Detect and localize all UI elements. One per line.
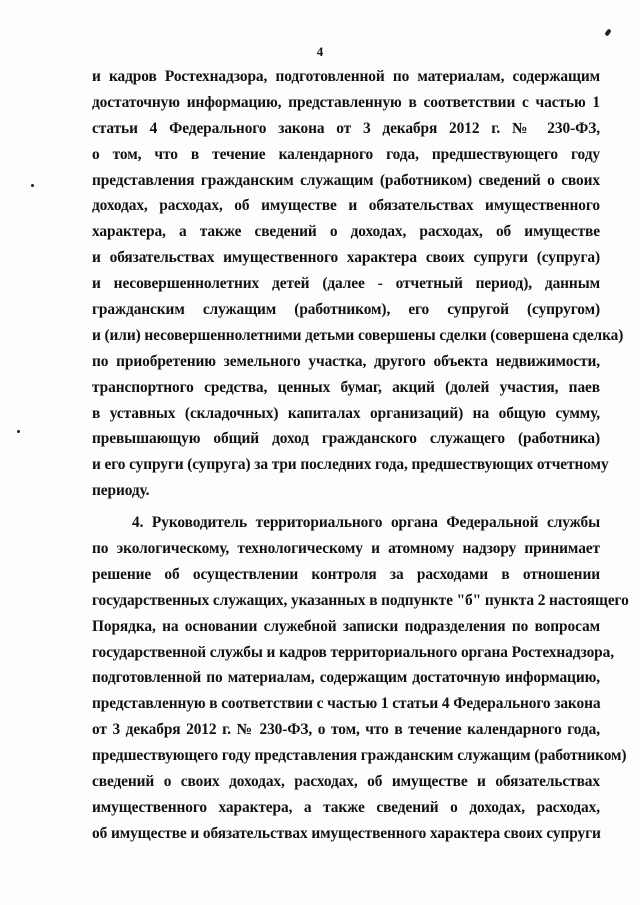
text-line: по приобретению земельного участка, другого объекта недвижимости,: [92, 352, 600, 370]
paragraph-continuation: [92, 64, 624, 504]
text-line: статьи 4 Федерального закона от 3 декабря 2012 г. № 230-ФЗ,: [92, 119, 600, 137]
text-line: периоду.: [92, 482, 150, 500]
margin-dot: [17, 430, 20, 433]
text-line: и кадров Ростехнадзора, подготовленной по материалам, содержащим: [92, 68, 600, 85]
text-line: имущественного характера, а также сведений о доходах, расходах,: [92, 798, 600, 816]
text-line: и (или) несовершеннолетними детьми совершены сделки (совершена сделка): [92, 326, 624, 344]
text-line: в уставных (складочных) капиталах организаций) на общую сумму,: [92, 404, 600, 422]
text-line: представления гражданским служащим (работником) сведений о своих: [92, 171, 600, 189]
text-line: государственных служащих, указанных в подпункте "б" пункта 2 настоящего: [92, 591, 629, 609]
text-line: предшествующего году представления гражданским служащим (работником): [92, 747, 627, 765]
text-line: по экологическому, технологическому и атомному надзору принимает: [92, 540, 600, 558]
text-line: и несовершеннолетних детей (далее - отчетный период), данным: [92, 275, 600, 293]
text-line: превышающую общий доход гражданского служащего (работника): [92, 430, 600, 448]
text-line: характера, а также сведений о доходах, расходах, об имуществе: [92, 223, 600, 241]
paragraph-4: [92, 510, 629, 847]
text-line: представленную в соответствии с частью 1 статьи 4 Федерального закона: [92, 695, 601, 713]
text-line: подготовленной по материалам, содержащим достаточную информацию,: [92, 669, 600, 687]
text-line: Порядка, на основании служебной записки подразделения по вопросам: [92, 617, 600, 635]
document-body: [92, 64, 629, 847]
text-line: транспортного средства, ценных бумаг, акций (долей участия, паев: [92, 378, 600, 396]
text-line: доходах, расходах, об имуществе и обязательствах имущественного: [92, 197, 600, 215]
text-line: и его супруги (супруга) за три последних года, предшествующих отчетному: [92, 456, 609, 474]
text-line: сведений о своих доходах, расходах, об имуществе и обязательствах: [92, 773, 600, 791]
scan-mark: [604, 28, 611, 36]
text-line: решение об осуществлении контроля за расходами в отношении: [92, 565, 600, 583]
text-line: гражданским служащим (работником), его супругой (супругом): [92, 301, 600, 319]
text-line: об имуществе и обязательствах имущественного характера своих супруги: [92, 824, 601, 842]
page-number: 4: [316, 44, 324, 59]
text-line: достаточную информацию, представленную в соответствии с частью 1: [92, 93, 600, 111]
text-line: от 3 декабря 2012 г. № 230-ФЗ, о том, что в течение календарного года,: [92, 721, 600, 739]
text-line: 4. Руководитель территориального органа Федеральной службы: [132, 514, 600, 532]
text-line: и обязательствах имущественного характера своих супруги (супруга): [92, 249, 600, 267]
margin-dot: [31, 184, 34, 187]
text-line: государственной службы и кадров территориального органа Ростехнадзора,: [92, 643, 614, 661]
text-line: о том, что в течение календарного года, предшествующего году: [92, 145, 600, 163]
